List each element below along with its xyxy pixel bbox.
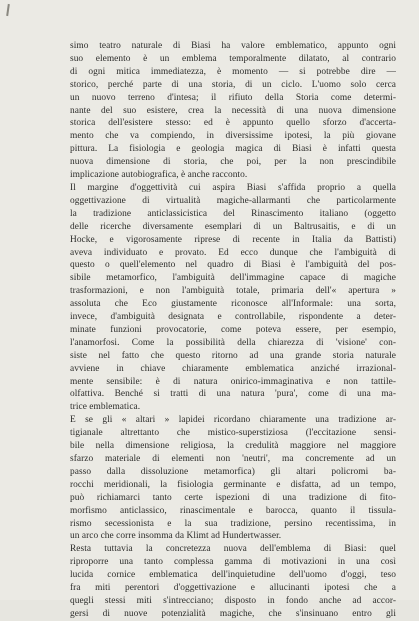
text-line: Il margine d'oggettività cui aspira Biasi s'affida proprio a quella — [70, 182, 396, 193]
text-line: l'anamorfosi. Come la possibilità della chiarezza di 'visione' con- — [70, 337, 396, 348]
text-line: un arco che corre insomma da Klimt ad Hundertwasser. — [70, 531, 282, 542]
text-line: quegli stessi miti s'intrecciano; disposto in fondo anche ad accor- — [70, 595, 396, 606]
text-line: questo o quell'elemento nel quadro di Biasi è l'ambiguità del pos- — [70, 260, 396, 271]
text-line: trasformazioni, e non l'ambiguità totale, primaria dell'« apertura » — [70, 286, 396, 297]
text-line: nante del suo esistere, crea la necessità di una nuova dimensione — [70, 105, 396, 116]
text-line: assoluta che Eco giustamente riconosce all'Informale: una sorta, — [70, 299, 396, 310]
text-line: minate funzioni provocatorie, come poteva essere, per esempio, — [70, 324, 396, 335]
text-line: passo dalla dissoluzione metamorfica) gli altari policromi ba- — [70, 466, 396, 477]
text-line: pittura. La fisiologia e geologia magica di Biasi è infatti questa — [70, 144, 396, 155]
text-line: simo teatro naturale di Biasi ha valore emblematico, appunto ogni — [70, 41, 396, 51]
text-line: aveva individuato e provato. Ed ecco dunque che l'ambiguità di — [70, 247, 396, 258]
text-line: bile nella dimensione religiosa, la credulità maggiore nel maggiore — [70, 441, 396, 452]
text-line: implicazione autobiografica, è anche racconto. — [70, 170, 248, 181]
text-line: gersi di nuove potenzialità magiche, che s'insinuano entro gli — [70, 608, 396, 619]
text-line: Resta tuttavia la concretezza nuova dell'emblema di Biasi: quel — [70, 544, 396, 555]
text-line: morfismo anticlassico, rinascimentale e barocca, quanto il tissula- — [70, 505, 396, 516]
corner-pencil-mark — [6, 4, 10, 16]
text-line: olfattiva. Benché si tratti di una natura 'pura', come di una ma- — [70, 389, 396, 400]
text-line: sibile metamorfico, l'ambiguità dell'immagine capace di magiche — [70, 273, 396, 284]
text-line: nuova dimensione di storia, che poi, per la non prescindibile — [70, 157, 396, 168]
text-line: un nuovo terreno d'intesa; il rifiuto della Storia come determi- — [70, 92, 396, 103]
text-line: avviene in chiave chiaramente emblematica anziché irrazional- — [70, 363, 396, 374]
text-line: storica dell'esistere stesso: ed è appunto quello sforzo d'accerta- — [70, 118, 396, 129]
text-line: rocchi meridionali, la fisiologia germinante e disfatta, ad un tempo, — [70, 479, 396, 490]
text-line: di ogni mitica immediatezza, è momento — si potrebbe dire — — [70, 66, 396, 77]
text-line: fra miti perentori d'oggettivazione e allucinanti ipotesi che a — [70, 583, 396, 594]
text-line: sfarzo materiale di elementi non 'neutri', ma concremente ad un — [70, 454, 396, 464]
text-line: oggettivazione di virtualità magiche-allarmanti che particolarmente — [70, 195, 396, 206]
text-line: E se gli « altari » lapidei ricordano chiaramente una tradizione ar- — [70, 415, 396, 426]
body-text — [70, 40, 396, 621]
text-line: lucida cornice emblematica dell'inquietudine dell'uomo d'oggi, teso — [70, 570, 396, 581]
text-line: riproporre una tanto complessa gamma di motivazioni in una così — [70, 557, 396, 568]
text-line: tigianale altrettanto che mistico-superstiziosa (l'eccitazione sensi- — [70, 428, 396, 439]
text-line: delle ricerche diversamente esemplari di un Baltrusaitis, e di un — [70, 221, 396, 232]
text-line: rismo secessionista e la sua tradizione, persino recentissima, in — [70, 518, 396, 529]
text-line: può richiamarci tanto certe ispezioni di una tradizione di fito- — [70, 492, 396, 503]
text-line: siste nel fatto che questo ritorno ad una grande storia naturale — [70, 350, 396, 361]
text-line: Hocke, e vigorosamente riprese di recente in Italia da Battisti) — [70, 234, 396, 245]
text-line: mente sensibile: è di natura onirico-immaginativa e non tattile- — [70, 376, 396, 387]
text-line: trice emblematica. — [70, 402, 141, 413]
text-line: suo elemento è un emblema temporalmente dilatato, al contrario — [70, 53, 396, 64]
text-line: storico, perché parte di una storia, di un ciclo. L'uomo solo cerca — [70, 79, 396, 90]
text-line: mento che va compiendo, in diversissime ipotesi, la più giovane — [70, 131, 396, 142]
text-line: invece, d'ambiguità designata e controllabile, rispondente a deter- — [70, 312, 396, 323]
text-line: la tradizione anticlassicistica del Rinascimento italiano (oggetto — [70, 208, 396, 219]
